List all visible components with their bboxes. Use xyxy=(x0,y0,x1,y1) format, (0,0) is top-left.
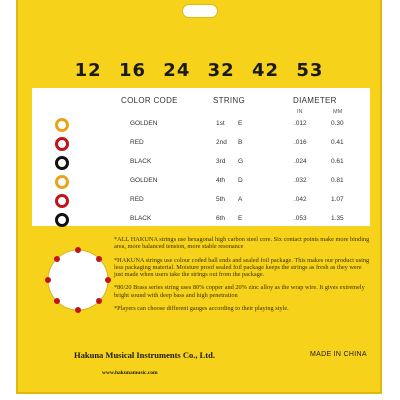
string-number: 5th xyxy=(216,196,226,203)
note-packaging: *HAKUNA strings use colour coded ball ends and sealed foil package. This makes our product using less packaging material. Moisture proof sealed foil package keeps the strings as fresh as they were just made when users take the strings out from the package. xyxy=(114,256,370,279)
ball-end-ring-icon xyxy=(55,175,69,189)
gauge-value: 32 xyxy=(207,60,235,81)
table-row xyxy=(32,154,370,173)
string-number: 6th xyxy=(216,215,226,222)
made-in-label: MADE IN CHINA xyxy=(310,351,367,358)
string-note: D xyxy=(238,177,243,184)
ball-end-ring-icon xyxy=(55,137,69,151)
note-gauges: *Players can choose different gauges according to their playing style. xyxy=(114,305,289,313)
header-string: STRING xyxy=(213,96,246,105)
header-mm: MM xyxy=(333,109,343,115)
color-name: BLACK xyxy=(130,215,152,222)
table-row xyxy=(32,135,370,154)
string-number: 4th xyxy=(216,177,226,184)
diameter-mm: 0.81 xyxy=(331,177,344,184)
gauge-list xyxy=(18,60,380,81)
ball-end-ring-icon xyxy=(55,156,69,170)
color-name: GOLDEN xyxy=(130,177,158,184)
diameter-mm: 0.61 xyxy=(331,158,344,165)
product-notes xyxy=(114,236,372,318)
diameter-mm: 1.07 xyxy=(331,196,344,203)
string-note: E xyxy=(238,215,243,222)
gauge-value: 16 xyxy=(118,60,147,81)
gauge-value: 24 xyxy=(163,60,191,81)
string-number: 3rd xyxy=(216,158,226,165)
color-name: BLACK xyxy=(130,158,152,165)
note-hexagonal-core: *ALL HAKUNA strings use hexagonal high carbon steel core. Six contact points make more binding area, more balanced tension, more stable resonance xyxy=(114,236,370,251)
string-number: 2nd xyxy=(216,139,227,146)
diameter-in: .016 xyxy=(294,139,307,146)
gauge-value: 42 xyxy=(251,60,280,81)
ball-end-ring-icon xyxy=(55,194,69,208)
ball-end-ring-icon xyxy=(55,118,69,132)
color-name: RED xyxy=(130,139,144,146)
string-note: E xyxy=(238,120,243,127)
table-row xyxy=(32,173,370,192)
table-row xyxy=(32,192,370,211)
diameter-mm: 0.30 xyxy=(331,120,344,127)
website-url: www.hakunamusic.com xyxy=(102,370,158,376)
color-name: GOLDEN xyxy=(130,120,158,127)
note-brass-alloy: *80/20 Brass series string uses 80% copper and 20% zinc alloy as the wrap wire. It gives extremely bright sound with deep bass and high penetration xyxy=(114,284,365,299)
diameter-mm: 0.41 xyxy=(331,139,344,146)
company-name: Hakuna Musical Instruments Co., Ltd. xyxy=(74,350,215,360)
hang-hole xyxy=(182,4,218,18)
table-row xyxy=(32,116,370,135)
gauge-value: 12 xyxy=(74,60,102,81)
color-name: RED xyxy=(130,196,144,203)
diameter-in: .024 xyxy=(294,158,307,165)
string-note: B xyxy=(238,139,243,146)
diameter-in: .032 xyxy=(294,177,307,184)
string-package xyxy=(16,0,382,394)
string-spec-table xyxy=(32,88,370,226)
table-row xyxy=(32,211,370,230)
hexagon-core-diagram-icon xyxy=(44,246,112,314)
header-diameter: DIAMETER xyxy=(293,96,337,105)
ball-end-ring-icon xyxy=(55,213,69,227)
diameter-in: .053 xyxy=(294,215,307,222)
string-note: G xyxy=(238,158,244,165)
header-in: IN xyxy=(297,109,303,115)
string-note: A xyxy=(238,196,243,203)
diameter-in: .042 xyxy=(294,196,307,203)
gauge-value: 53 xyxy=(296,60,324,81)
diameter-in: .012 xyxy=(294,120,307,127)
string-number: 1st xyxy=(216,120,225,127)
diameter-mm: 1.35 xyxy=(331,215,344,222)
header-color-code: COLOR CODE xyxy=(121,96,178,105)
